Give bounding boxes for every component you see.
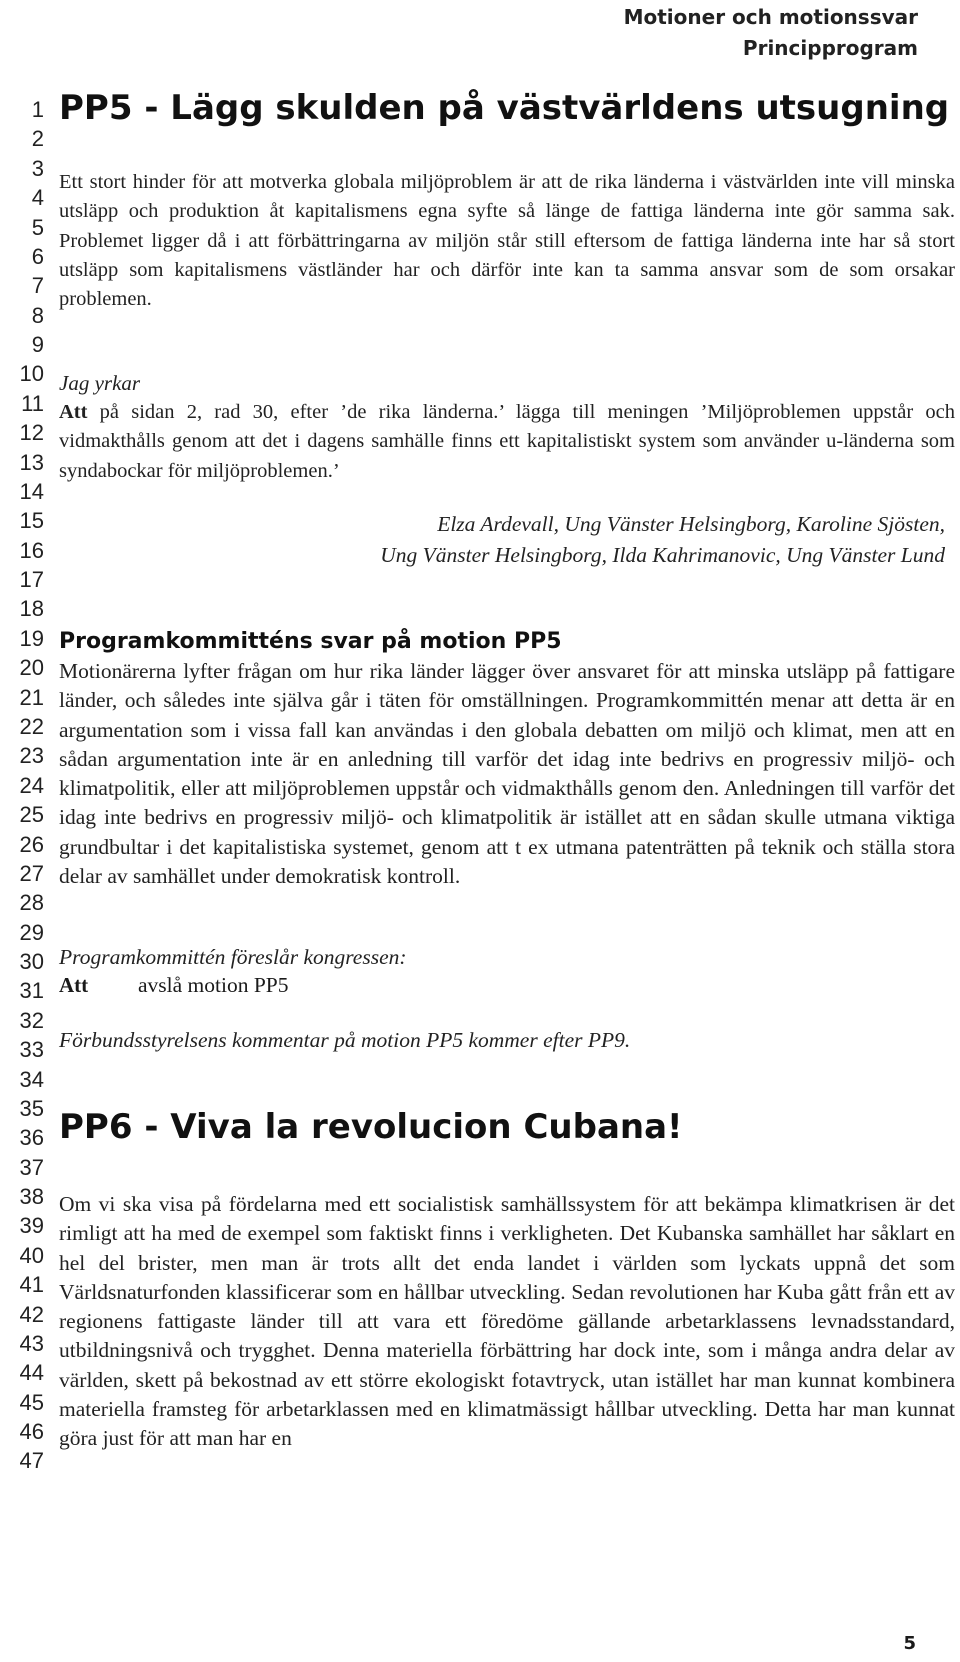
line-number: 36 (19, 1125, 44, 1151)
line-number: 21 (19, 684, 44, 710)
line-number: 19 (19, 625, 44, 651)
line-number: 34 (19, 1066, 44, 1092)
motion-pp5-att-label: Att (59, 401, 88, 423)
line-number: 41 (19, 1272, 44, 1298)
line-number: 17 (19, 567, 44, 593)
line-number: 31 (19, 978, 44, 1004)
line-number: 26 (19, 831, 44, 857)
running-header (624, 2, 918, 64)
motion-pp5-signature-line-2: Ung Vänster Helsingborg, Ilda Kahrimanovic, Ung Vänster Lund (380, 543, 945, 567)
line-number: 46 (19, 1419, 44, 1445)
line-number: 47 (19, 1448, 44, 1474)
line-number: 12 (19, 420, 44, 446)
line-number: 25 (19, 802, 44, 828)
page-number: 5 (903, 1633, 916, 1654)
line-number: 38 (19, 1184, 44, 1210)
line-number: 22 (19, 713, 44, 739)
line-number: 10 (19, 361, 44, 387)
line-number: 39 (19, 1213, 44, 1239)
committee-response-heading: Programkommitténs svar på motion PP5 (59, 629, 562, 654)
line-number: 8 (31, 302, 44, 328)
line-number: 3 (31, 155, 44, 181)
line-number: 18 (19, 596, 44, 622)
line-number: 11 (21, 390, 44, 416)
line-number: 13 (19, 449, 44, 475)
header-subtitle: Principprogram (742, 36, 918, 60)
line-number: 14 (19, 478, 44, 504)
line-number: 2 (31, 126, 44, 152)
line-number: 44 (19, 1360, 44, 1386)
line-number: 30 (19, 949, 44, 975)
committee-response-body: Motionärerna lyfter frågan om hur rika länder lägger över ansvaret för att minska utsläpp på fattigare länder, och således inte själva går i täten för omställningen. Programkommittén menar att detta är en argumentation som i vissa fall kan användas i den globala debatten om miljö och klimat, men att en sådan argumentation inte är en anledning till varför det idag inte bedrivs en progressiv miljö- och klimatpolitik, eller att miljöproblemen uppstår och vidmakthålls genom den. Anledningen till varför det idag inte bedrivs en progressiv miljö- och klimatpolitik är istället att en sådan skulle utmana viktiga grundbultar i det kapitalistiska systemet, genom att t ex utmana patenträtten på teknik och ställa stora delar av samhället under demokratisk kontroll. (59, 659, 955, 889)
motion-pp5-signature-line-1: Elza Ardevall, Ung Vänster Helsingborg, Karoline Sjösten, (437, 512, 945, 536)
line-number: 7 (31, 273, 44, 299)
line-number: 27 (19, 860, 44, 886)
motion-pp6-body: Om vi ska visa på fördelarna med ett socialistisk samhällssystem för att bekämpa klimatkrisen är det rimligt att ha med de exempel som faktiskt finns i verkligheten. Det Kubanska samhället har såklart en hel del brister, men man är trots allt det enda landet i världen som lyckats uppnå det som Världsnaturfonden klassificerar som en hållbar utveckling. Sedan revolutionen har Kuba gått från ett av regionens fattigaste länder till att vara ett föredöme gällande arbetarklassens levnadsstandard, utbildningsnivå och trygghet. Denna materiella förbättring har dock inte, som i många andra delar av världen, skett på bekostnad av ett större ekologiskt fotavtryck, utan istället har man kunnat kombinera materiella framsteg för arbetarklassen med en klimatmässigt hållbar utveckling. Detta har man kunnat göra just för att man har en (59, 1192, 955, 1451)
motion-pp5-yrkar-text: på sidan 2, rad 30, efter ’de rika länderna.’ lägga till meningen ’Miljöproblemen uppstår och vidmakthålls genom att det i dagens samhälle finns ett kapitalistiskt system som använder u-länderna som syndabockar för miljöproblemen.’ (59, 401, 955, 482)
line-number: 40 (19, 1242, 44, 1268)
line-number: 29 (19, 919, 44, 945)
line-number: 16 (19, 537, 44, 563)
line-number: 20 (19, 655, 44, 681)
line-number: 1 (31, 97, 44, 122)
line-number: 42 (19, 1301, 44, 1327)
line-number: 5 (31, 214, 44, 240)
motion-pp5-body: Ett stort hinder för att motverka globala miljöproblem är att de rika länderna i västvärlden inte vill minska utsläpp och produktion åt kapitalismens egna syfte så länge de fattiga länderna inte gör samma sak. Problemet ligger då i att förbättringarna av miljön står still eftersom de fattiga länderna inte har så stort utsläpp som kapitalismens västländer har och därför inte kan ta samma ansvar som de som orsakar problemen. (59, 171, 955, 311)
line-number: 32 (19, 1007, 44, 1033)
line-number: 23 (19, 743, 44, 769)
line-number: 28 (19, 890, 44, 916)
line-number: 35 (19, 1095, 44, 1121)
committee-proposal-att: Att (59, 973, 89, 997)
line-number: 6 (31, 243, 44, 269)
line-number: 9 (31, 332, 44, 358)
line-number: 15 (19, 508, 44, 534)
line-number: 45 (19, 1389, 44, 1415)
header-title: Motioner och motionssvar (623, 5, 918, 29)
line-number: 24 (19, 772, 44, 798)
line-number: 37 (19, 1154, 44, 1180)
line-number: 4 (31, 185, 44, 211)
motion-pp5-yrkar (59, 398, 955, 486)
motion-pp5-title: PP5 - Lägg skulden på västvärldens utsugning (59, 88, 950, 128)
board-comment: Förbundsstyrelsens kommentar på motion PP5 kommer efter PP9. (59, 1028, 631, 1052)
line-number: 33 (19, 1037, 44, 1063)
line-number: 43 (19, 1330, 44, 1356)
motion-pp5-yrkar-heading: Jag yrkar (59, 371, 141, 395)
committee-proposal-heading: Programkommittén föreslår kongressen: (59, 945, 407, 969)
committee-proposal-text: avslå motion PP5 (138, 973, 289, 997)
motion-pp6-title: PP6 - Viva la revolucion Cubana! (59, 1107, 683, 1147)
